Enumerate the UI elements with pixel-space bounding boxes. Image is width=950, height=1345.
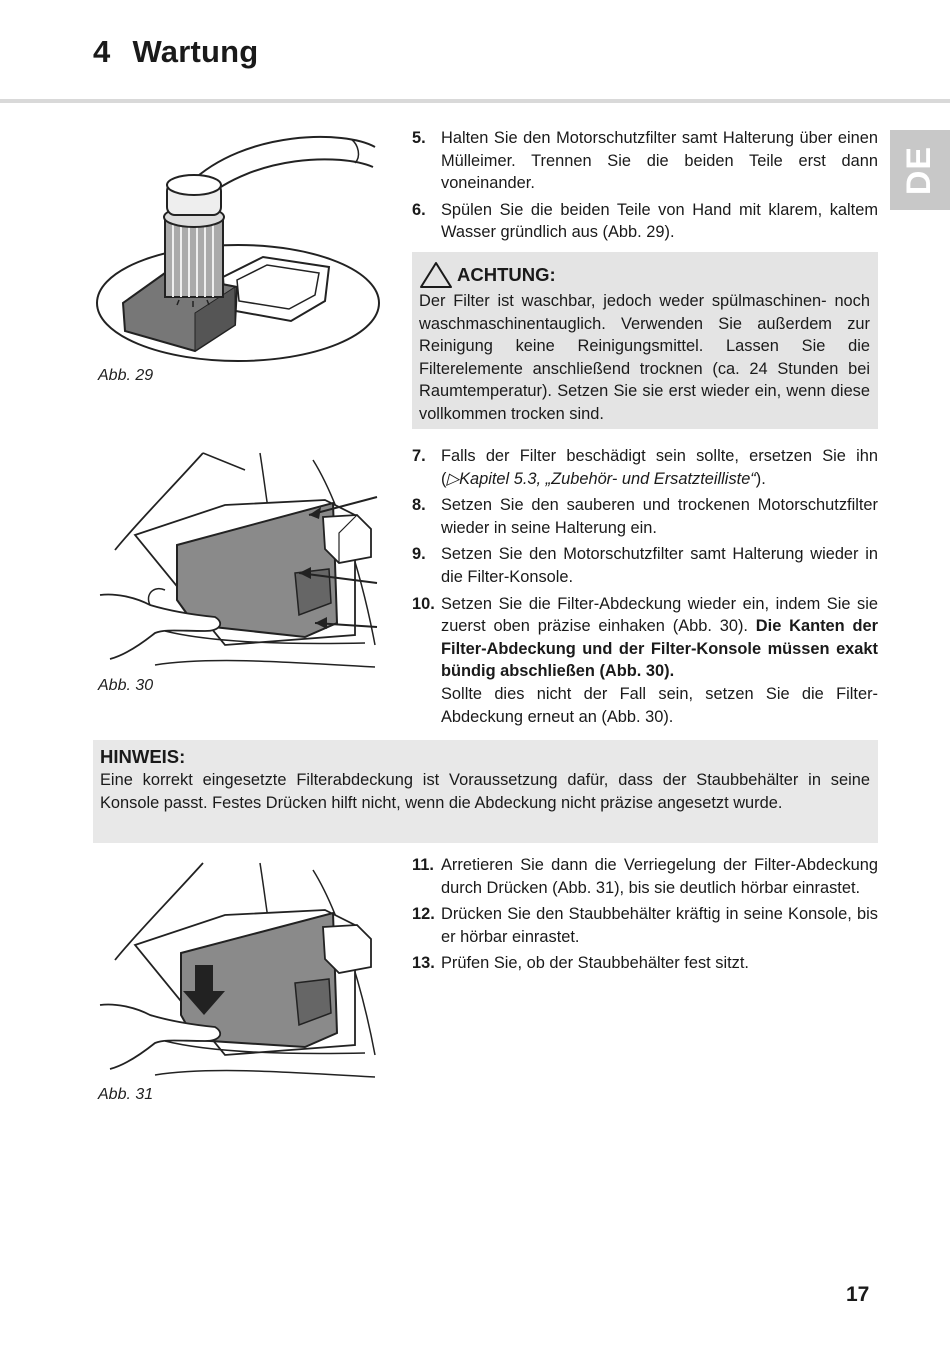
step-number: 5. — [412, 129, 426, 147]
warning-triangle-icon — [419, 261, 453, 289]
list-item — [412, 854, 878, 899]
chapter-title: Wartung — [132, 34, 259, 69]
list-item — [412, 494, 878, 539]
chapter-number: 4 — [93, 34, 111, 69]
emphasis-text: Die Kanten der Filter-Abdeckung und der Filter-Konsole müssen exakt bündig abschließen (Abb. 30). — [441, 617, 878, 681]
figure-abb-30 — [95, 445, 380, 675]
chapter-reference-link[interactable]: ▷Kapitel 5.3, „Zubehör- und Ersatzteilliste“ — [446, 469, 756, 488]
step-number: 9. — [412, 545, 426, 564]
step-number: 13. — [412, 954, 435, 973]
chapter-heading — [93, 34, 258, 70]
warning-heading — [419, 261, 870, 289]
step-number: 12. — [412, 905, 435, 924]
step-number: 10. — [412, 594, 435, 613]
step-text: Spülen Sie die beiden Teile von Hand mit klarem, kaltem Wasser gründlich aus (Abb. 29). — [441, 200, 878, 242]
step-number: 11. — [412, 856, 434, 874]
list-item — [412, 199, 878, 244]
step-text: Arretieren Sie dann die Verriegelung der Filter-Abdeckung durch Drücken (Abb. 31), bis sie deutlich hörbar einrastet. — [441, 856, 878, 897]
step-text: Setzen Sie die Filter-Abdeckung wieder ein, indem Sie sie zuerst oben präzise einhaken (Abb. 30). Die Kanten der Filter-Abdeckung und der Filter-Konsole müssen exakt bündig abschließen (Abb. 30). Sollte dies nicht der Fall sein, setzen Sie die Filter-Abdeckung erneut an (Abb. 30). — [441, 594, 878, 726]
warning-title: ACHTUNG: — [457, 263, 556, 285]
steps-list-a — [412, 127, 878, 248]
step-number: 8. — [412, 496, 426, 515]
page-number: 17 — [846, 1283, 870, 1306]
figure-caption: Abb. 30 — [98, 677, 154, 694]
note-text: Eine korrekt eingesetzte Filterabdeckung ist Voraussetzung dafür, dass der Staubbehälter in seine Konsole passt. Festes Drücken hilft nicht, wenn die Abdeckung nicht präzise angesetzt wurde. — [100, 771, 870, 812]
lock-cover-illustration — [95, 855, 380, 1085]
step-number: 7. — [412, 447, 426, 465]
note-box — [93, 740, 878, 843]
filter-cover-insertion-illustration — [95, 445, 380, 675]
figure-caption: Abb. 29 — [98, 367, 154, 384]
step-text: Halten Sie den Motorschutzfilter samt Halterung über einen Mülleimer. Trennen Sie die beiden Teile erst dann voneinander. — [441, 129, 878, 193]
language-tab — [890, 130, 950, 210]
language-tab-label: DE — [900, 145, 939, 195]
list-item — [412, 543, 878, 588]
warning-text: Der Filter ist waschbar, jedoch weder spülmaschinen- noch waschmaschinentauglich. Verwenden Sie außerdem zur Reinigung keine Reinigungsmittel. Lassen Sie die Filterelemente anschließend trocknen (ca. 24 Stunden bei Raumtemperatur). Setzen Sie sie erst wieder ein, wenn diese vollkommen trocken sind. — [419, 292, 870, 423]
steps-list-b — [412, 445, 878, 732]
list-item — [412, 127, 878, 195]
list-item — [412, 952, 878, 975]
step-text: Setzen Sie den Motorschutzfilter samt Halterung wieder in die Filter-Konsole. — [441, 545, 878, 586]
step-text: Setzen Sie den sauberen und trockenen Motorschutzfilter wieder in seine Halterung ein. — [441, 496, 878, 537]
step-text: Falls der Filter beschädigt sein sollte, ersetzen Sie ihn (▷Kapitel 5.3, „Zubehör- und Ersatzteilliste“). — [441, 447, 878, 488]
steps-list-c — [412, 854, 878, 979]
list-item — [412, 445, 878, 490]
list-item — [412, 903, 878, 948]
filter-washing-illustration — [95, 125, 385, 365]
header-divider — [0, 99, 950, 103]
step-text: Drücken Sie den Staubbehälter kräftig in seine Konsole, bis er hörbar einrastet. — [441, 905, 878, 946]
figure-caption: Abb. 31 — [98, 1086, 154, 1103]
figure-abb-31 — [95, 855, 380, 1085]
step-number: 6. — [412, 200, 426, 219]
step-text: Prüfen Sie, ob der Staubbehälter fest sitzt. — [441, 954, 749, 973]
list-item — [412, 593, 878, 729]
note-title: HINWEIS: — [100, 746, 186, 767]
warning-box — [412, 252, 878, 429]
figure-abb-29 — [95, 125, 385, 365]
